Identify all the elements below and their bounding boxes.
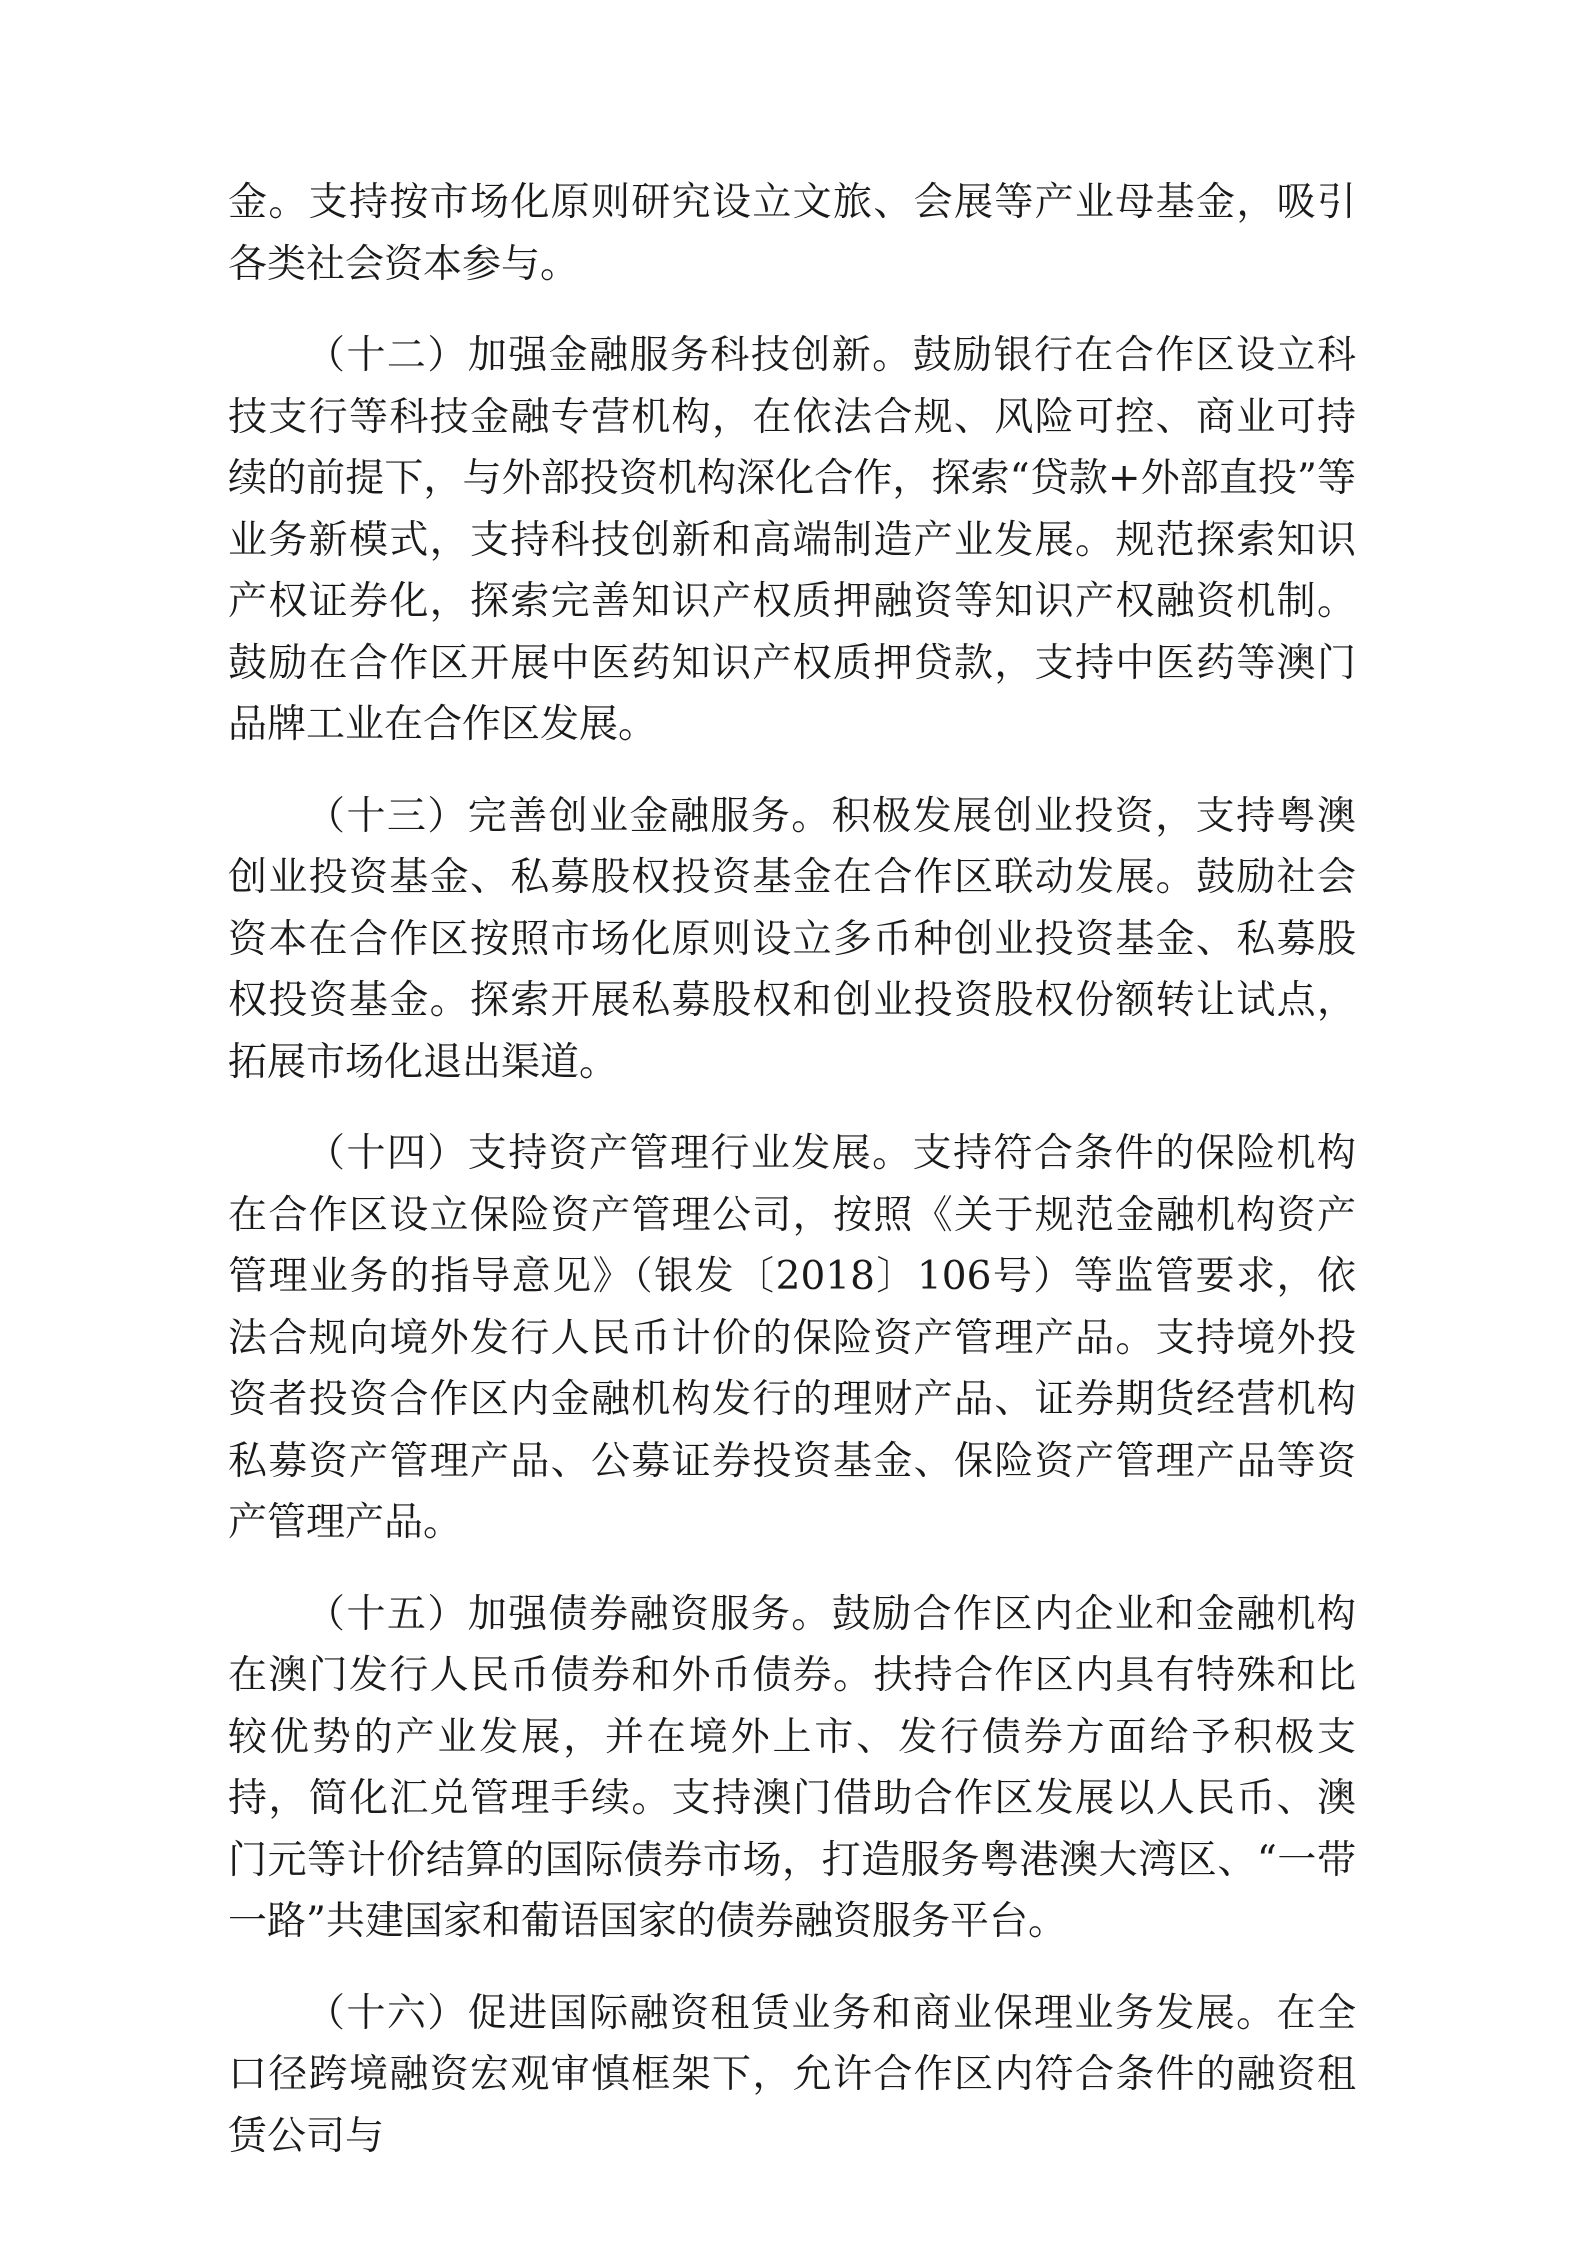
paragraph-item-16: （十六）促进国际融资租赁业务和商业保理业务发展。在全口径跨境融资宏观审慎框架下，允许合作区内符合条件的融资租赁公司与 xyxy=(228,1990,1356,2159)
paragraph-item-12: （十二）加强金融服务科技创新。鼓励银行在合作区设立科技支行等科技金融专营机构，在依法合规、风险可控、商业可持续的前提下，与外部投资机构深化合作，探索“贷款+外部直投”等业务新模式，支持科技创新和高端制造产业发展。规范探索知识产权证券化，探索完善知识产权质押融资等知识产权融资机制。鼓励在合作区开展中医药知识产权质押贷款，支持中医药等澳门品牌工业在合作区发展。 xyxy=(228,333,1356,747)
document-body xyxy=(228,172,1356,2197)
paragraph-item-13: （十三）完善创业金融服务。积极发展创业投资，支持粤澳创业投资基金、私募股权投资基金在合作区联动发展。鼓励社会资本在合作区按照市场化原则设立多币种创业投资基金、私募股权投资基金。探索开展私募股权和创业投资股权份额转让试点，拓展市场化退出渠道。 xyxy=(228,793,1356,1085)
paragraph-item-14: （十四）支持资产管理行业发展。支持符合条件的保险机构在合作区设立保险资产管理公司，按照《关于规范金融机构资产管理业务的指导意见》（银发〔2018〕106号）等监管要求，依法合规向境外发行人民币计价的保险资产管理产品。支持境外投资者投资合作区内金融机构发行的理财产品、证券期货经营机构私募资产管理产品、公募证券投资基金、保险资产管理产品等资产管理产品。 xyxy=(228,1131,1356,1545)
paragraph-continuation: 金。支持按市场化原则研究设立文旅、会展等产业母基金，吸引各类社会资本参与。 xyxy=(228,180,1356,287)
paragraph-item-15: （十五）加强债券融资服务。鼓励合作区内企业和金融机构在澳门发行人民币债券和外币债券。扶持合作区内具有特殊和比较优势的产业发展，并在境外上市、发行债券方面给予积极支持，简化汇兑管理手续。支持澳门借助合作区发展以人民币、澳门元等计价结算的国际债券市场，打造服务粤港澳大湾区、“一带一路”共建国家和葡语国家的债券融资服务平台。 xyxy=(228,1591,1356,1944)
